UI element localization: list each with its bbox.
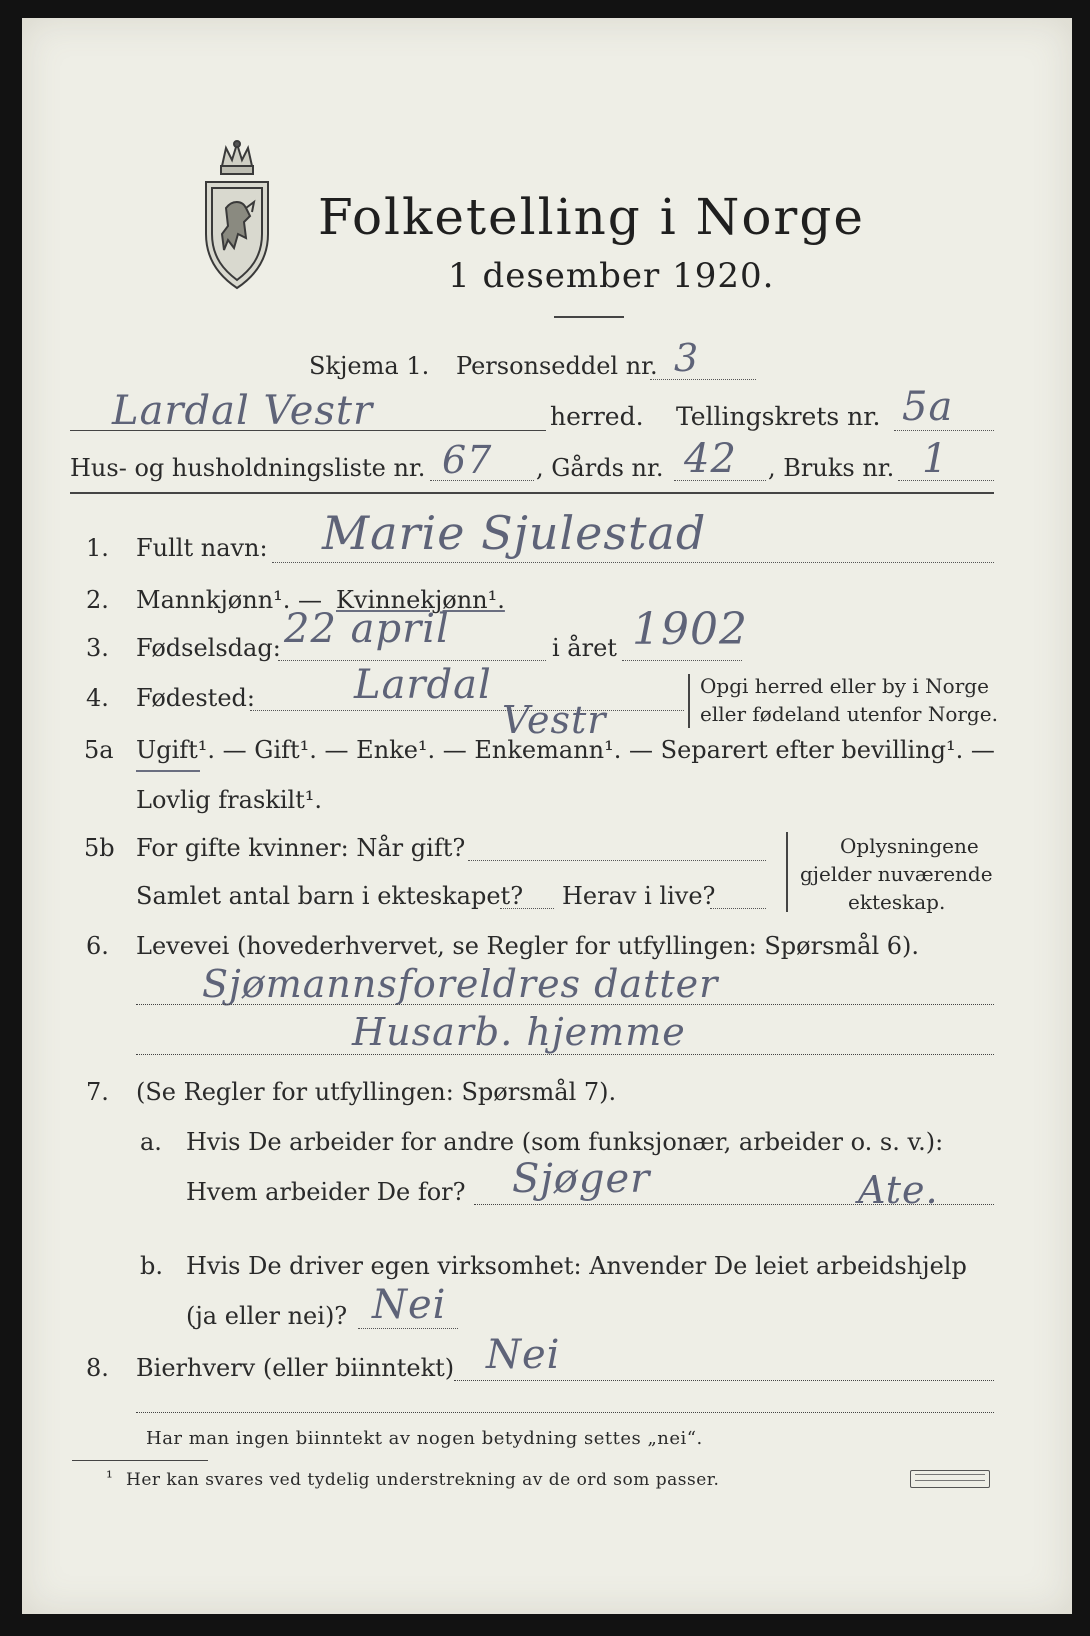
form-title: Folketelling i Norge (318, 188, 865, 246)
q5b-married-when-label: For gifte kvinner: Når gift? (136, 834, 466, 862)
q5a-number: 5a (84, 736, 114, 764)
herred-label: herred. (550, 402, 644, 431)
q7b-field-line (358, 1328, 458, 1329)
census-date: 1 desember 1920. (448, 256, 775, 296)
q5b-note-line2: gjelder nuværende (800, 862, 993, 886)
q5a-options: Ugift¹. — Gift¹. — Enke¹. — Enkemann¹. — Separert efter bevilling¹. — (136, 736, 995, 764)
q3-birthday-value: 22 april (284, 606, 450, 652)
q8-note: Har man ingen biinntekt av nogen betydning settes „nei“. (146, 1428, 703, 1449)
q8-label: Bierhverv (eller biinntekt) (136, 1354, 455, 1382)
q7a-question-line2: Hvem arbeider De for? (186, 1178, 466, 1206)
q5a-ugift-underline (136, 770, 200, 772)
q1-label: Fullt navn: (136, 534, 268, 562)
footnote-mark: ¹ (106, 1468, 114, 1488)
q7-number: 7. (86, 1078, 109, 1106)
tellingskrets-label: Tellingskrets nr. (676, 402, 881, 431)
gards-label: , Gårds nr. (536, 454, 664, 482)
gards-value: 42 (684, 436, 737, 482)
q3-number: 3. (86, 634, 109, 662)
q6-number: 6. (86, 932, 109, 960)
q8-field-line (454, 1380, 994, 1381)
q3-label: Fødselsdag: (136, 634, 281, 662)
q5a-options-line2: Lovlig fraskilt¹. (136, 786, 323, 814)
q2-dash: — (298, 586, 322, 614)
q3-year-value: 1902 (632, 604, 748, 655)
personseddel-value: 3 (674, 336, 700, 380)
q6-field-line2 (136, 1054, 994, 1055)
q8-field-line2 (136, 1412, 994, 1413)
header-section-divider (70, 492, 994, 494)
q5b-note-line3: ekteskap. (848, 890, 946, 914)
bruks-label: , Bruks nr. (768, 454, 895, 482)
q4-note-line1: Opgi herred eller by i Norge (700, 674, 989, 698)
q3-day-field-line (278, 660, 546, 661)
q7-label: (Se Regler for utfyllingen: Spørsmål 7). (136, 1078, 617, 1106)
q1-field-line (272, 562, 994, 563)
q4-birthplace-value-line2: Vestr (502, 698, 607, 742)
herred-field-line (70, 430, 546, 431)
footnote-text: Her kan svares ved tydelig understrekning av de ord som passer. (126, 1470, 720, 1490)
q2-number: 2. (86, 586, 109, 614)
q7b-question-line1: Hvis De driver egen virksomhet: Anvender De leiet arbeidshjelp (186, 1252, 967, 1280)
hus-label: Hus- og husholdningsliste nr. (70, 454, 426, 482)
q7b-letter: b. (140, 1252, 163, 1280)
q7b-hired-help-value: Nei (372, 1282, 447, 1328)
q1-number: 1. (86, 534, 109, 562)
q4-number: 4. (86, 684, 109, 712)
q2-female-option: Kvinnekjønn¹. (336, 586, 505, 614)
schema-label: Skjema 1. (309, 352, 430, 380)
q5b-number: 5b (84, 834, 115, 862)
q4-label: Fødested: (136, 684, 255, 712)
bruks-value: 1 (922, 436, 949, 482)
q4-note-bracket (688, 674, 694, 728)
q1-full-name-value: Marie Sjulestad (322, 506, 707, 560)
q5b-alive-label: Herav i live? (562, 882, 716, 910)
q5b-note-bracket (786, 832, 792, 912)
q6-occupation-value-line1: Sjømannsforeldres datter (202, 962, 719, 1006)
hus-value: 67 (442, 438, 493, 482)
q3-year-field-line (622, 660, 742, 661)
q4-birthplace-value-line1: Lardal (354, 662, 492, 708)
q4-field-line (250, 710, 684, 711)
census-form-page (22, 18, 1072, 1614)
title-separator (554, 316, 624, 318)
q5b-alive-field-line (710, 908, 766, 909)
q8-side-income-value: Nei (486, 1332, 561, 1378)
q3-year-label: i året (552, 634, 617, 662)
personseddel-label: Personseddel nr. (456, 352, 658, 380)
tellingskrets-value: 5a (902, 384, 954, 430)
q5b-married-when-field-line (468, 860, 766, 861)
q7a-letter: a. (140, 1128, 162, 1156)
q7a-employer-value: Sjøger (512, 1156, 651, 1202)
q2-male-option: Mannkjønn¹. (136, 586, 291, 614)
q7b-question-line2: (ja eller nei)? (186, 1302, 348, 1330)
q5b-children-label: Samlet antal barn i ekteskapet? (136, 882, 524, 910)
printer-stamp (910, 1470, 990, 1488)
norwegian-coat-of-arms-emblem (194, 138, 280, 292)
personseddel-field-line (650, 379, 756, 380)
q4-note-line2: eller fødeland utenfor Norge. (700, 702, 998, 726)
q6-label: Levevei (hovederhvervet, se Regler for utfyllingen: Spørsmål 6). (136, 932, 920, 960)
q5b-children-field-line (500, 908, 554, 909)
footnote-separator (72, 1460, 208, 1461)
q7a-employer-value-right: Ate. (858, 1168, 939, 1212)
q7a-question-line1: Hvis De arbeider for andre (som funksjonær, arbeider o. s. v.): (186, 1128, 944, 1156)
q6-field-line1 (136, 1004, 994, 1005)
q6-occupation-value-line2: Husarb. hjemme (352, 1010, 686, 1054)
q5b-note-line1: Oplysningene (840, 834, 979, 858)
herred-value: Lardal Vestr (112, 388, 374, 434)
q8-number: 8. (86, 1354, 109, 1382)
tellingskrets-field-line (894, 430, 994, 431)
